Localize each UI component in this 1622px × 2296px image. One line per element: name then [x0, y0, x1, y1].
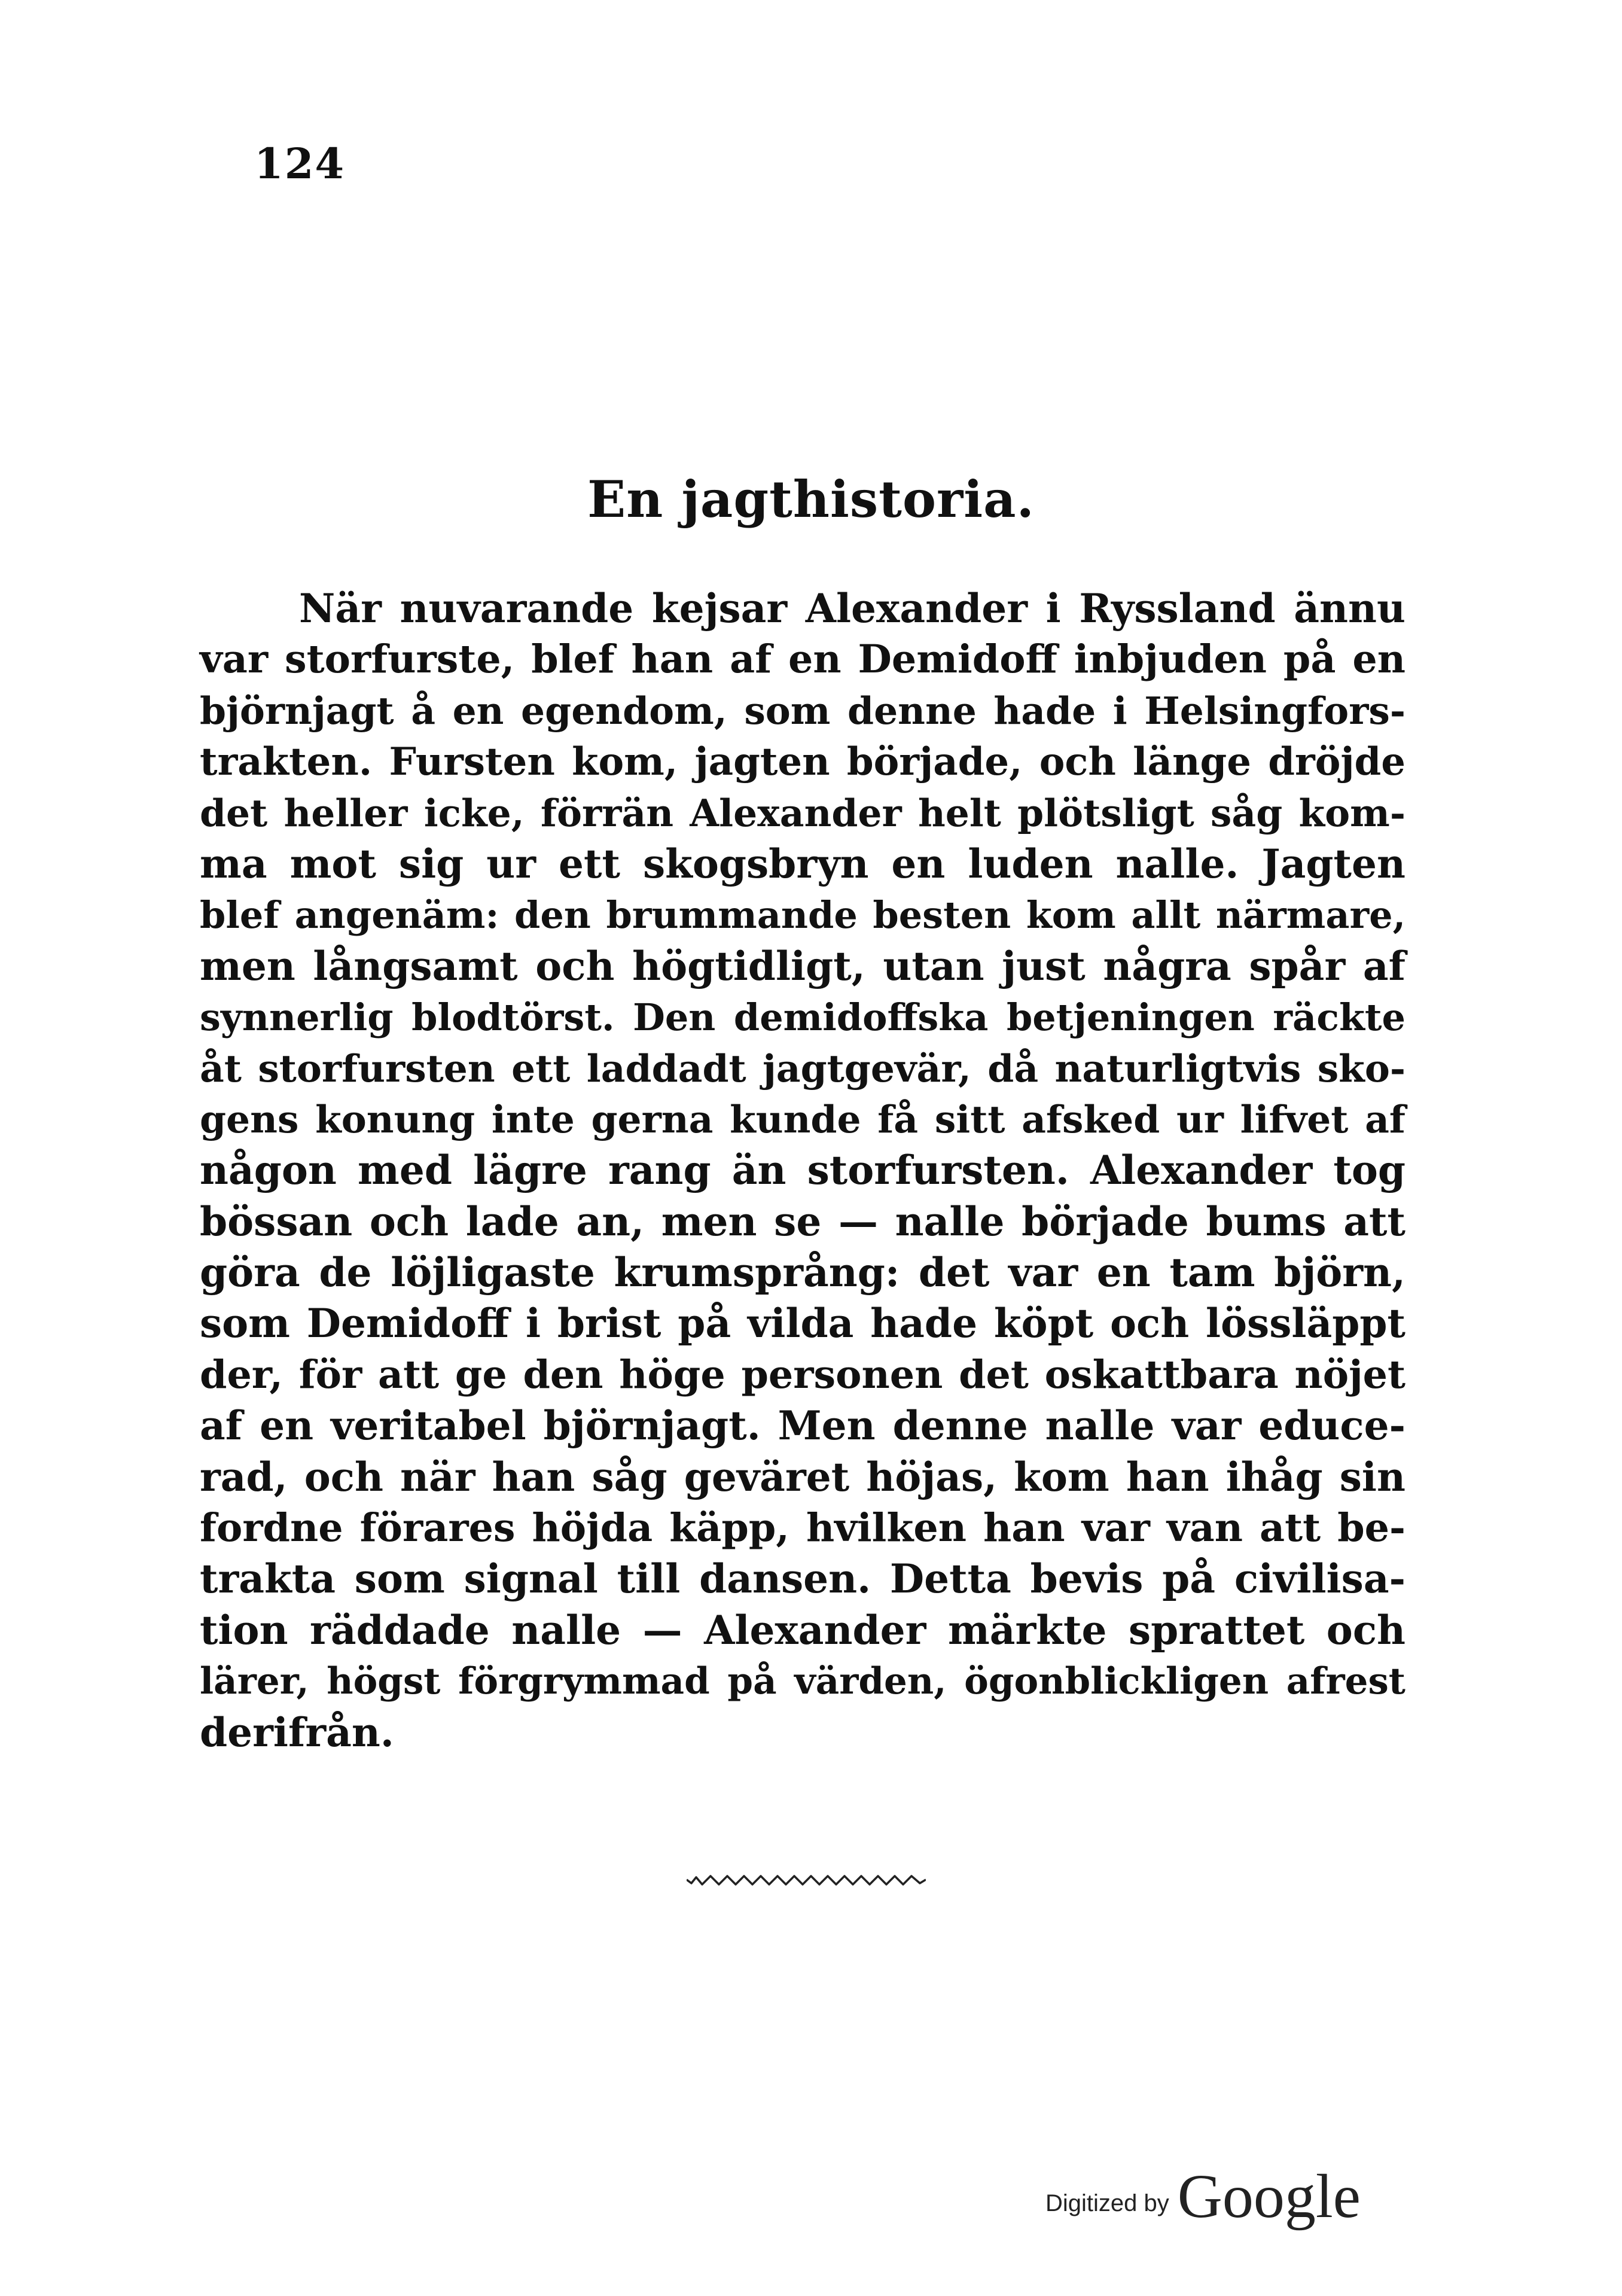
text-line: var storfurste, blef han af en Demidoff inbjuden på en	[200, 637, 1405, 683]
text-line: björnjagt å en egendom, som denne hade i Helsingfors-	[200, 688, 1405, 733]
text-line: men långsamt och högtidligt, utan just några spår af	[200, 942, 1405, 989]
story-body	[200, 583, 1405, 1758]
text-line: När nuvarande kejsar Alexander i Ryssland ännu	[299, 585, 1405, 632]
digitized-by-label: Digitized by	[1045, 2190, 1169, 2216]
text-line: ma mot sig ur ett skogsbryn en luden nalle. Jagten	[200, 840, 1405, 887]
text-line: gens konung inte gerna kunde få sitt afsked ur lifvet af	[200, 1097, 1405, 1141]
text-line: der, för att ge den höge personen det oskattbara nöjet	[200, 1351, 1405, 1397]
text-line: fordne förares höjda käpp, hvilken han var van att be-	[200, 1505, 1405, 1551]
text-line: derifrån.	[200, 1709, 394, 1756]
page-number: 124	[254, 139, 346, 188]
text-line: af en veritabel björnjagt. Men denne nalle var educe-	[200, 1402, 1405, 1450]
text-line: trakten. Fursten kom, jagten började, och länge dröjde	[200, 739, 1405, 785]
digitized-by-google-watermark	[1045, 2162, 1361, 2231]
text-line: någon med lägre rang än storfursten. Alexander tog	[200, 1147, 1405, 1194]
text-line: bössan och lade an, men se — nalle började bums att	[200, 1198, 1405, 1245]
text-line: som Demidoff i brist på vilda hade köpt och lössläppt	[200, 1300, 1405, 1347]
text-line: åt storfursten ett laddadt jagtgevär, då naturligtvis sko-	[200, 1046, 1405, 1091]
ornamental-divider	[687, 1871, 926, 1888]
google-logo-text: Google	[1177, 2162, 1361, 2231]
text-line: rad, och när han såg geväret höjas, kom han ihåg sin	[200, 1453, 1405, 1500]
text-line: det heller icke, förrän Alexander helt plötsligt såg kom-	[200, 790, 1405, 835]
text-line: trakta som signal till dansen. Detta bevis på civilisa-	[200, 1555, 1405, 1603]
text-line: synnerlig blodtörst. Den demidoffska betjeningen räckte	[200, 995, 1405, 1040]
text-line: blef angenäm: den brummande besten kom allt närmare,	[200, 893, 1406, 937]
text-line: tion räddade nalle — Alexander märkte sprattet och	[200, 1606, 1405, 1654]
story-title: En jagthistoria.	[587, 470, 1035, 529]
text-line: göra de löjligaste krumsprång: det var en tam björn,	[200, 1249, 1405, 1296]
text-line: lärer, högst förgrymmad på värden, ögonblickligen afrest	[200, 1660, 1405, 1703]
